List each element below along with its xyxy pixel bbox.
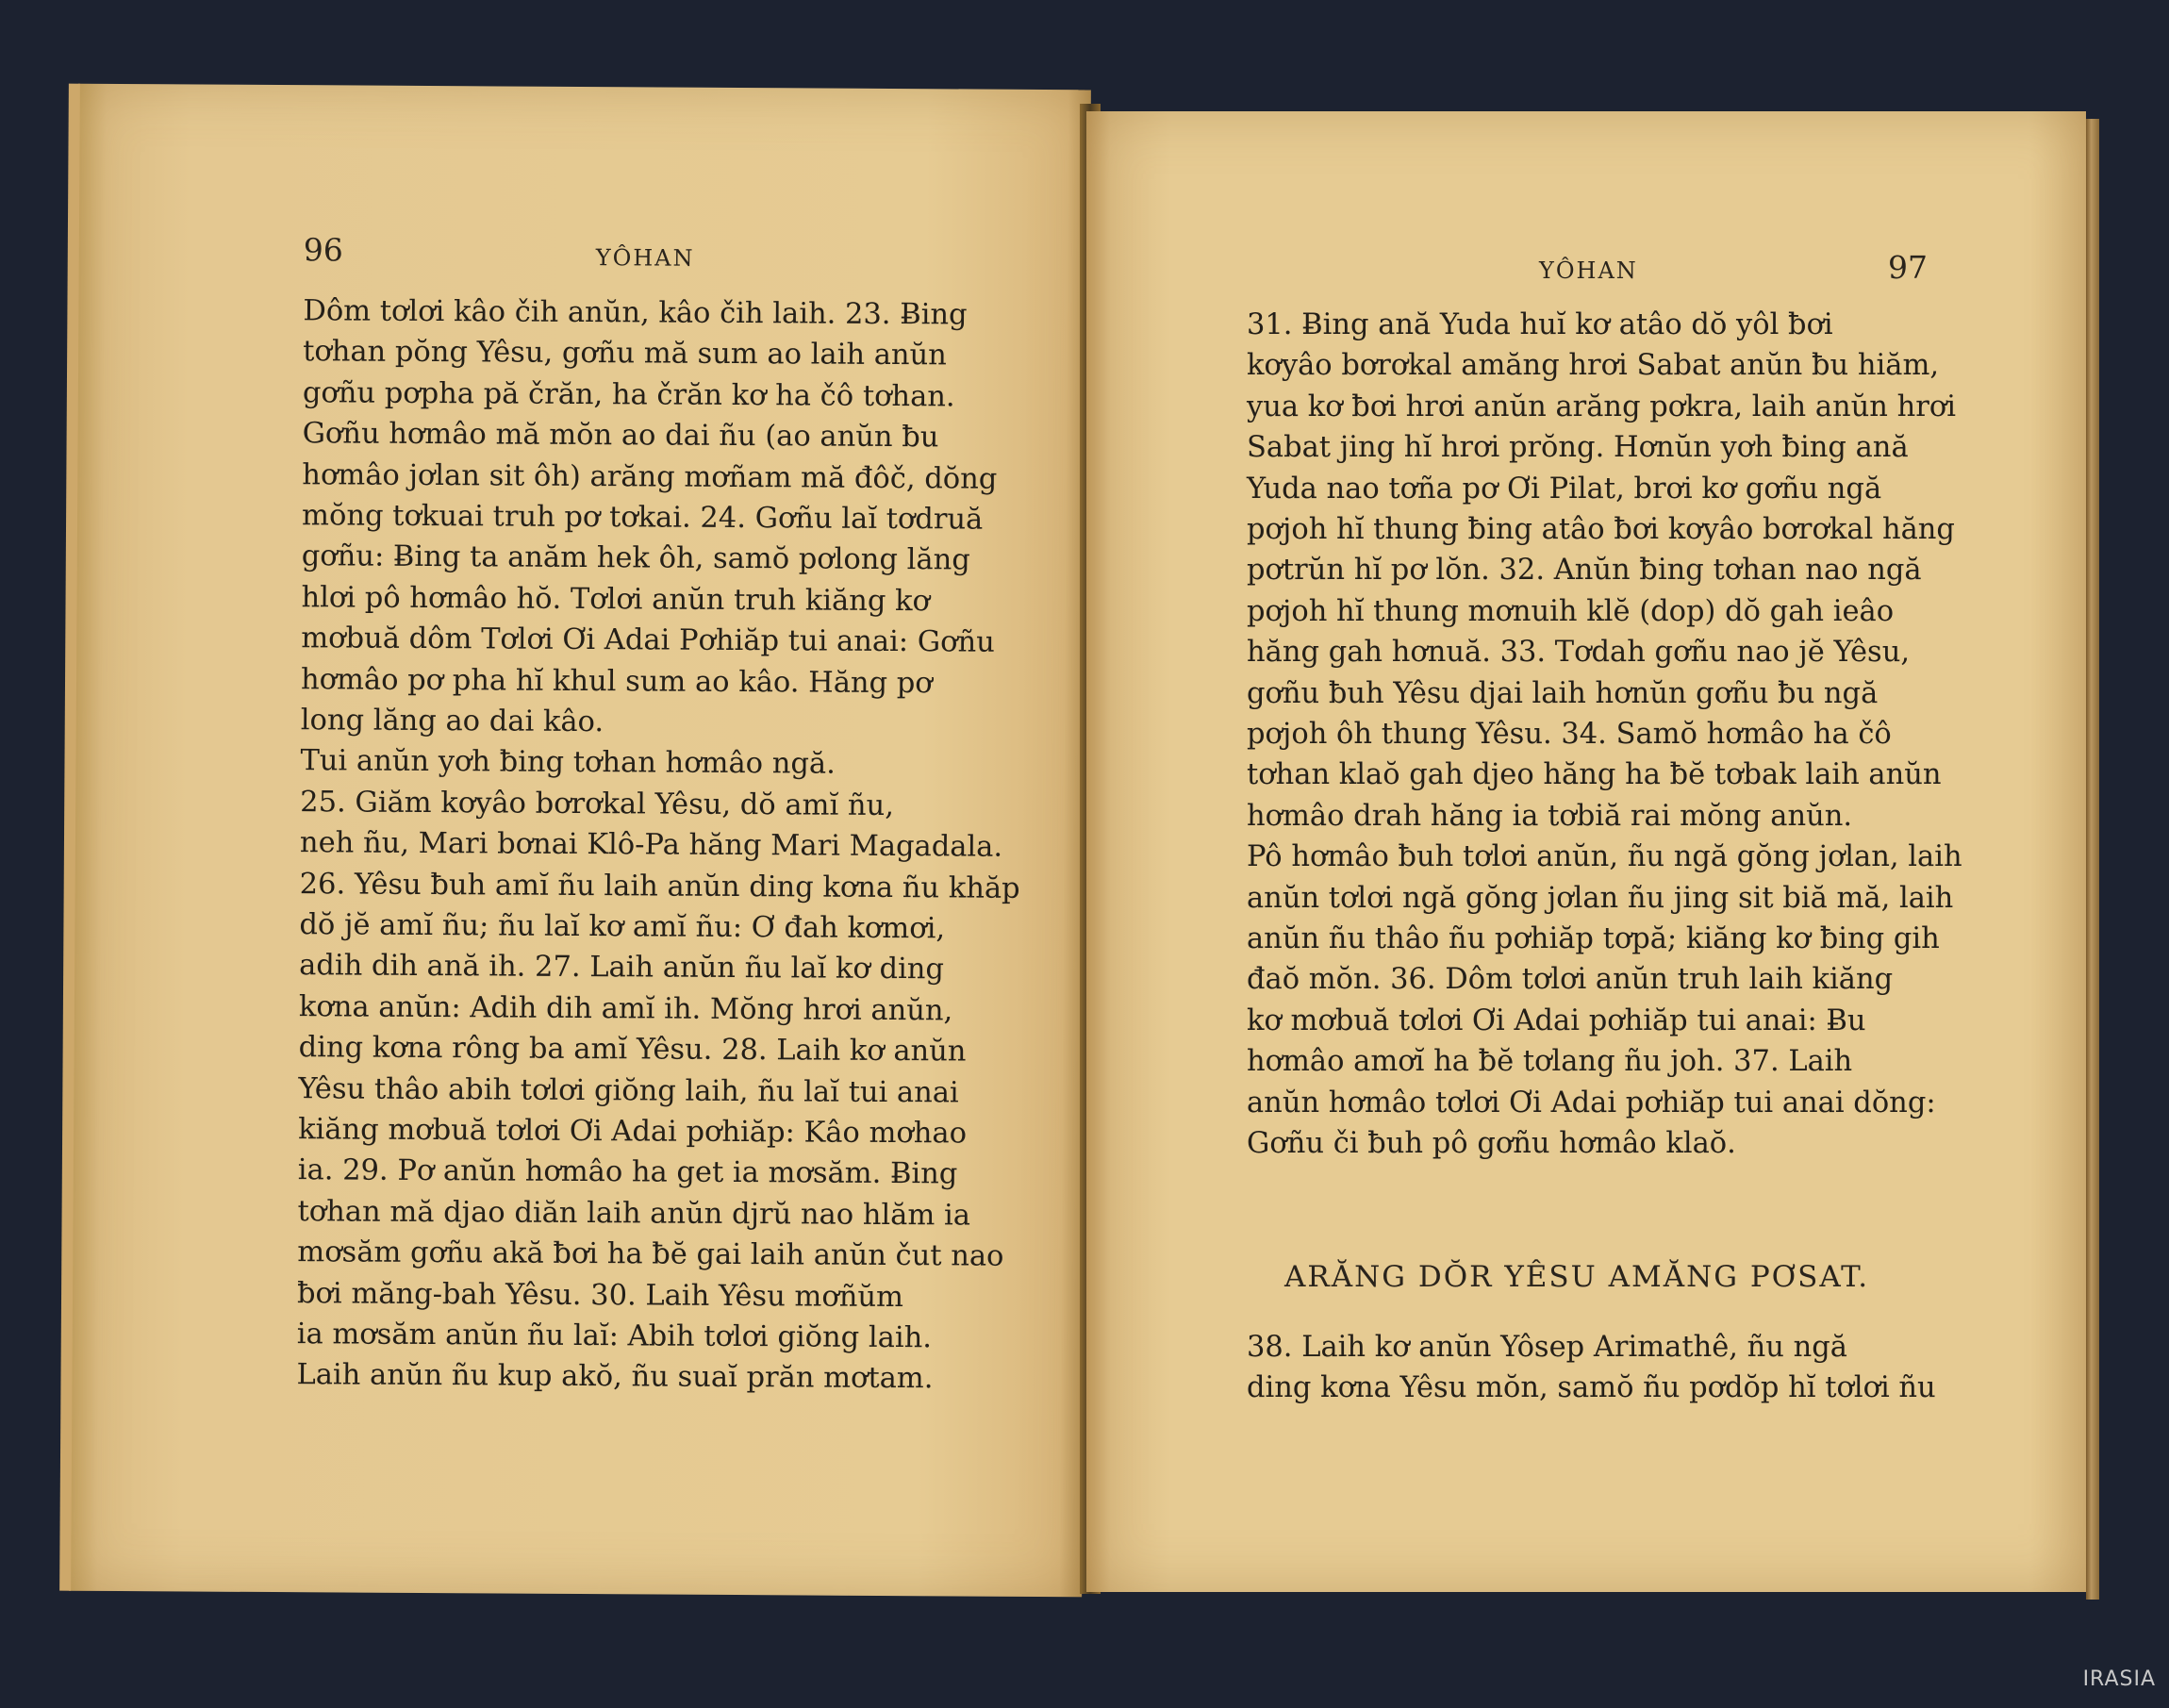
text-line: hơmâo drah hăng ia tơbiă rai mŏng anŭn. xyxy=(1247,799,1853,833)
text-line: hơmâo amơĭ ha ƀĕ tơlang ñu joh. 37. Laih xyxy=(1247,1045,1853,1079)
text-line: ia mơsăm anŭn ñu laĭ: Abih tơlơi giŏng laih. xyxy=(296,1318,933,1355)
text-line: kơyâo bơrơkal amăng hrơi Sabat anŭn ƀu hiăm, xyxy=(1247,349,1940,383)
text-line: mơsăm gơñu akă ƀơi ha ƀĕ gai laih anŭn čut nao xyxy=(297,1235,1004,1273)
text-line: ding kơna rông ba amĭ Yêsu. 28. Laih kơ anŭn xyxy=(298,1031,967,1069)
text-line: 31. Ƀing ană Yuda huĭ kơ atâo dŏ yôl ƀơi xyxy=(1247,308,1833,341)
text-line: long lăng ao dai kâo. xyxy=(300,704,604,739)
watermark: IRASIA xyxy=(2082,1667,2156,1691)
text-line: Tui anŭn yơh ƀing tơhan hơmâo ngă. xyxy=(300,744,836,782)
text-line: Sabat jing hĭ hrơi prŏng. Hơnŭn yơh ƀing ană xyxy=(1247,431,1909,465)
text-line: gơñu ƀuh Yêsu djai laih hơnŭn gơñu ƀu ngă xyxy=(1247,676,1879,710)
text-line: pơjoh hĭ thung mơnuih klĕ (dop) dŏ gah ieâo xyxy=(1247,594,1895,628)
text-line: mơbuă dôm Tơlơi Ơi Adai Pơhiăp tui anai: Gơñu xyxy=(301,622,995,659)
text-line: Pô hơmâo ƀuh tơlơi anŭn, ñu ngă gŏng jơlan, laih xyxy=(1247,840,1962,874)
text-line: hơmâo pơ pha hĭ khul sum ao kâo. Hăng pơ xyxy=(300,662,933,700)
text-line: ia. 29. Pơ anŭn hơmâo ha get ia mơsăm. Ƀing xyxy=(297,1153,958,1191)
text-line: Laih anŭn ñu kup akŏ, ñu suaĭ prăn mơtam. xyxy=(296,1358,934,1396)
text-line: kơna anŭn: Adih dih amĭ ih. Mŏng hrơi anŭn, xyxy=(298,989,953,1028)
text-line: ding kơna Yêsu mŏn, samŏ ñu pơdŏp hĭ tơlơi ñu xyxy=(1247,1371,1936,1405)
right-running-head: YÔHAN xyxy=(1539,257,1638,284)
text-line: hlơi pô hơmâo hŏ. Tơlơi anŭn truh kiăng kơ xyxy=(301,580,931,619)
right-page-number: 97 xyxy=(1888,249,1928,286)
text-line: kiăng mơbuă tơlơi Ơi Adai pơhiăp: Kâo mơhao xyxy=(298,1113,968,1151)
text-line: hăng gah hơnuă. 33. Tơdah gơñu nao jĕ Yêsu, xyxy=(1247,636,1911,670)
right-body-text-continued xyxy=(1247,1331,2058,1447)
text-line: 38. Laih kơ anŭn Yôsep Arimathê, ñu ngă xyxy=(1247,1331,1847,1364)
left-body-text xyxy=(296,294,1058,1528)
text-line: tơhan pŏng Yêsu, gơñu mă sum ao laih anŭn xyxy=(303,335,947,373)
text-line: pơtrŭn hĭ pơ lŏn. 32. Anŭn ƀing tơhan nao ngă xyxy=(1247,554,1922,588)
right-body-text xyxy=(1247,308,2058,1160)
section-heading: ARĂNG DŎR YÊSU AMĂNG PƠSAT. xyxy=(1284,1260,1870,1294)
text-line: kơ mơbuă tơlơi Ơi Adai pơhiăp tui anai: Ƀu xyxy=(1247,1003,1866,1037)
text-line: đaŏ mŏn. 36. Dôm tơlơi anŭn truh laih kiăng xyxy=(1247,963,1894,997)
text-line: neh ñu, Mari bơnai Klô-Pa hăng Mari Magadala. xyxy=(299,826,1003,864)
text-line: pơjoh ôh thung Yêsu. 34. Samŏ hơmâo ha čô xyxy=(1247,718,1892,751)
text-line: Yuda nao tơña pơ Ơi Pilat, brơi kơ gơñu ngă xyxy=(1247,472,1882,506)
text-line: Gơñu či ƀuh pô gơñu hơmâo klaŏ. xyxy=(1247,1127,1736,1160)
text-line: anŭn ñu thâo ñu pơhiăp tơpă; kiăng kơ ƀing gih xyxy=(1247,922,1940,955)
text-line: Dôm tơlơi kâo čih anŭn, kâo čih laih. 23. Ƀing xyxy=(303,294,968,332)
text-line: mŏng tơkuai truh pơ tơkai. 24. Gơñu laĭ tơdruă xyxy=(301,499,984,537)
text-line: 25. Giăm kơyâo bơrơkal Yêsu, dŏ amĭ ñu, xyxy=(300,785,895,822)
text-line: 26. Yêsu ƀuh amĭ ñu laih anŭn ding kơna ñu khăp xyxy=(299,867,1020,905)
text-line: Yêsu thâo abih tơlơi giŏng laih, ñu laĭ tui anai xyxy=(298,1071,959,1110)
text-line: gơñu: Ƀing ta anăm hek ôh, samŏ pơlong lăng xyxy=(301,539,970,577)
text-line: anŭn hơmâo tơlơi Ơi Adai pơhiăp tui anai dŏng: xyxy=(1247,1086,1936,1119)
text-line: gơñu pơpha pă črăn, ha črăn kơ ha čô tơhan. xyxy=(302,375,955,414)
text-line: adih dih ană ih. 27. Laih anŭn ñu laĭ kơ ding xyxy=(299,949,945,987)
right-page xyxy=(1086,111,2086,1592)
text-line: pơjoh hĭ thung ƀing atâo ƀơi kơyâo bơrơkal hăng xyxy=(1247,513,1955,546)
text-line: anŭn tơlơi ngă gŏng jơlan ñu jing sit biă mă, laih xyxy=(1247,881,1954,915)
left-page xyxy=(69,84,1091,1598)
left-running-head: YÔHAN xyxy=(595,244,695,272)
text-line: tơhan klaŏ gah djeo hăng ha ƀĕ tơbak laih anŭn xyxy=(1247,758,1942,792)
left-page-number: 96 xyxy=(303,231,343,269)
text-line: tơhan mă djao diăn laih anŭn djrŭ nao hlăm ia xyxy=(297,1194,971,1233)
text-line: ƀơi măng-bah Yêsu. 30. Laih Yêsu mơñŭm xyxy=(296,1276,904,1314)
text-line: Gơñu hơmâo mă mŏn ao dai ñu (ao anŭn ƀu xyxy=(302,417,939,455)
text-line: hơmâo jơlan sit ôh) arăng mơñam mă đôč, dŏng xyxy=(302,457,998,496)
text-line: dŏ jĕ amĭ ñu; ñu laĭ kơ amĭ ñu: Ơ đah kơmơi, xyxy=(299,908,946,946)
text-line: yua kơ ƀơi hrơi anŭn arăng pơkra, laih anŭn hrơi xyxy=(1247,390,1956,423)
